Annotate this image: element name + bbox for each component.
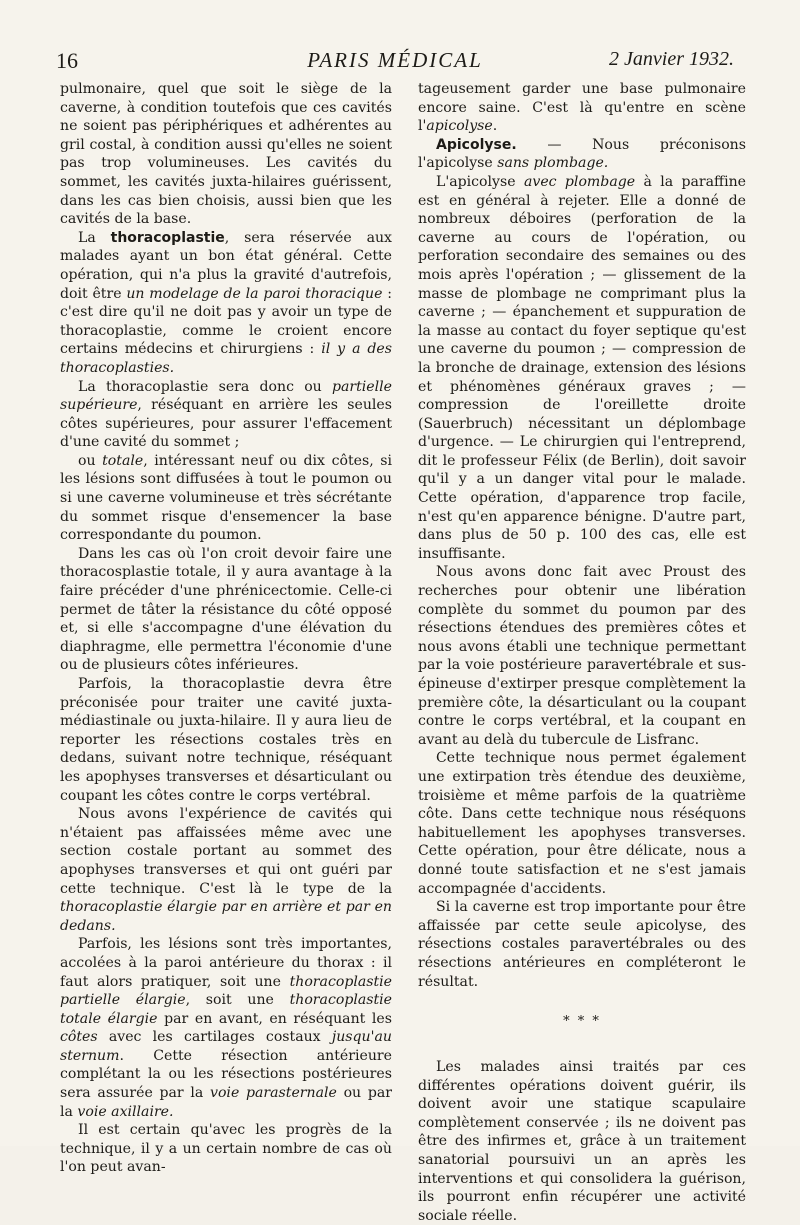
paragraph: Parfois, les lésions sont très importantes, accolées à la paroi antérieure du thorax : il faut alors pratiquer, soit une thoracoplastie partielle élargie, soit une thoracoplastie totale élargie par en avant, en réséquant les côtes avec les cartilages costaux jusqu'au sternum. Cette résection antérieure complétant la ou les résections postérieures sera assurée par la voie parasternale ou par la voie axillaire. <box>60 936 392 1120</box>
paragraph: Cette technique nous permet également une extirpation très étendue des deuxième, troisième et même parfois de la quatrième côte. Dans cette technique nous réséquons habituellement les apophyses transverses. Cette opération, pour être délicate, nous a donné toute satisfaction et ne s'est jamais accompagnée d'accidents. <box>418 750 746 897</box>
issue-date: 2 Janvier 1932. <box>609 48 734 70</box>
paragraph: La thoracoplastie sera donc ou partielle supérieure, réséquant en arrière les seules côtes supérieures, pour assurer l'effacement d'une cavité du sommet ; <box>60 378 392 451</box>
paragraph: Il est certain qu'avec les progrès de la technique, il y a un certain nombre de cas où l'on peut avan- <box>60 1122 392 1176</box>
keyword-thoracoplastie: thoracoplastie <box>110 229 225 246</box>
section-separator-asterism: * * * <box>563 1014 601 1030</box>
paragraph: Dans les cas où l'on croit devoir faire une thoracosplastie totale, il y aura avantage à la faire précéder d'une phrénicectomie. Celle-ci permet de tâter la résistance du côté opposé et, si elle s'accompagne d'une élévation du diaphragme, elle permettra l'économie d'une ou de plusieurs côtes inférieures. <box>60 545 392 674</box>
paragraph: Parfois, la thoracoplastie devra être préconisée pour traiter une cavité juxta-médiastinale ou juxta-hilaire. Il y aura lieu de reporter les résections costales très en dedans, suivant notre technique, réséquant les apophyses transverses et désarticulant ou coupant les côtes contre le corps vertébral. <box>60 676 392 804</box>
left-column <box>60 80 392 1177</box>
paragraph: Apicolyse. — Nous préconisons l'apicolyse sans plombage. <box>418 136 746 172</box>
paragraph: Si la caverne est trop importante pour être affaissée par cette seule apicolyse, des résections costales paravertébrales ou des résections antérieures en compléteront le résultat. <box>418 899 746 990</box>
paragraph: Nous avons donc fait avec Proust des recherches pour obtenir une libération complète du sommet du poumon par des résections étendues des premières côtes et nous avons établi une technique permettant par la voie postérieure paravertébrale et sus-épineuse d'extirper presque complètement la première côte, la désarticulant ou la coupant contre le corps vertébral, et la coupant en avant au delà du tubercule de Lisfranc. <box>418 564 746 748</box>
right-column <box>418 80 746 1225</box>
paragraph: La thoracoplastie, sera réservée aux malades ayant un bon état général. Cette opération, qui n'a plus la gravité d'autrefois, doit être un modelage de la paroi thoracique : c'est dire qu'il ne doit pas y avoir un type de thoracoplastie, comme le croient encore certains médecins et chirurgiens : il y a des thoracoplasties. <box>60 229 392 376</box>
journal-title: PARIS MÉDICAL <box>307 48 483 72</box>
paragraph: pulmonaire, quel que soit le siège de la caverne, à condition toutefois que ces cavités ne soient pas périphériques et adhérentes au gril costal, à condition aussi qu'elles ne soient pas trop volumineuses. Les cavités du sommet, les cavités juxta-hilaires guérissent, dans les cas bien choisis, aussi bien que les cavités de la base. <box>60 81 392 228</box>
page-header <box>56 40 734 74</box>
paragraph: Nous avons l'expérience de cavités qui n'étaient pas affaissées même avec une section costale portant au sommet des apophyses transverses et qui ont guéri par cette technique. C'est là le type de la thoracoplastie élargie par en arrière et par en dedans. <box>60 806 392 934</box>
paragraph: Les malades ainsi traités par ces différentes opérations doivent guérir, ils doivent avoir une statique scapulaire complètement conservée ; ils ne doivent pas être des infirmes et, grâce à un traitement sanatorial poursuivi un an après les interventions et qui consolidera la guérison, ils pourront enfin récupérer une activité sociale réelle. <box>418 1059 746 1224</box>
paragraph: L'apicolyse avec plombage à la paraffine est en général à rejeter. Elle a donné de nombreux déboires (perforation de la caverne au cours de l'opération, ou perforation secondaire des semaines ou des mois après l'opération ; — glissement de la masse de plombage ne comprimant plus la caverne ; — épanchement et suppuration de la masse au contact du foyer septique qu'est une caverne du poumon ; — compression de la bronche de drainage, extension des lésions et phénomènes généraux graves ; — compression de l'oreillette droite (Sauerbruch) nécessitant un déplombage d'urgence. — Le chirurgien qui l'entreprend, dit le professeur Félix (de Berlin), doit savoir qu'il y a un danger vital pour le malade. Cette opération, d'apparence trop facile, n'est qu'en apparence bénigne. D'autre part, dans plus de 50 p. 100 des cas, elle est insuffisante. <box>418 173 746 562</box>
keyword-apicolyse: Apicolyse. <box>436 136 517 153</box>
paragraph: tageusement garder une base pulmonaire encore saine. C'est là qu'entre en scène l'apicolyse. <box>418 81 746 135</box>
paragraph: ou totale, intéressant neuf ou dix côtes, si les lésions sont diffusées à tout le poumon ou si une caverne volumineuse et très sécrétante du sommet risque d'ensemencer la base correspondante du poumon. <box>60 452 392 544</box>
page-number: 16 <box>56 48 78 73</box>
